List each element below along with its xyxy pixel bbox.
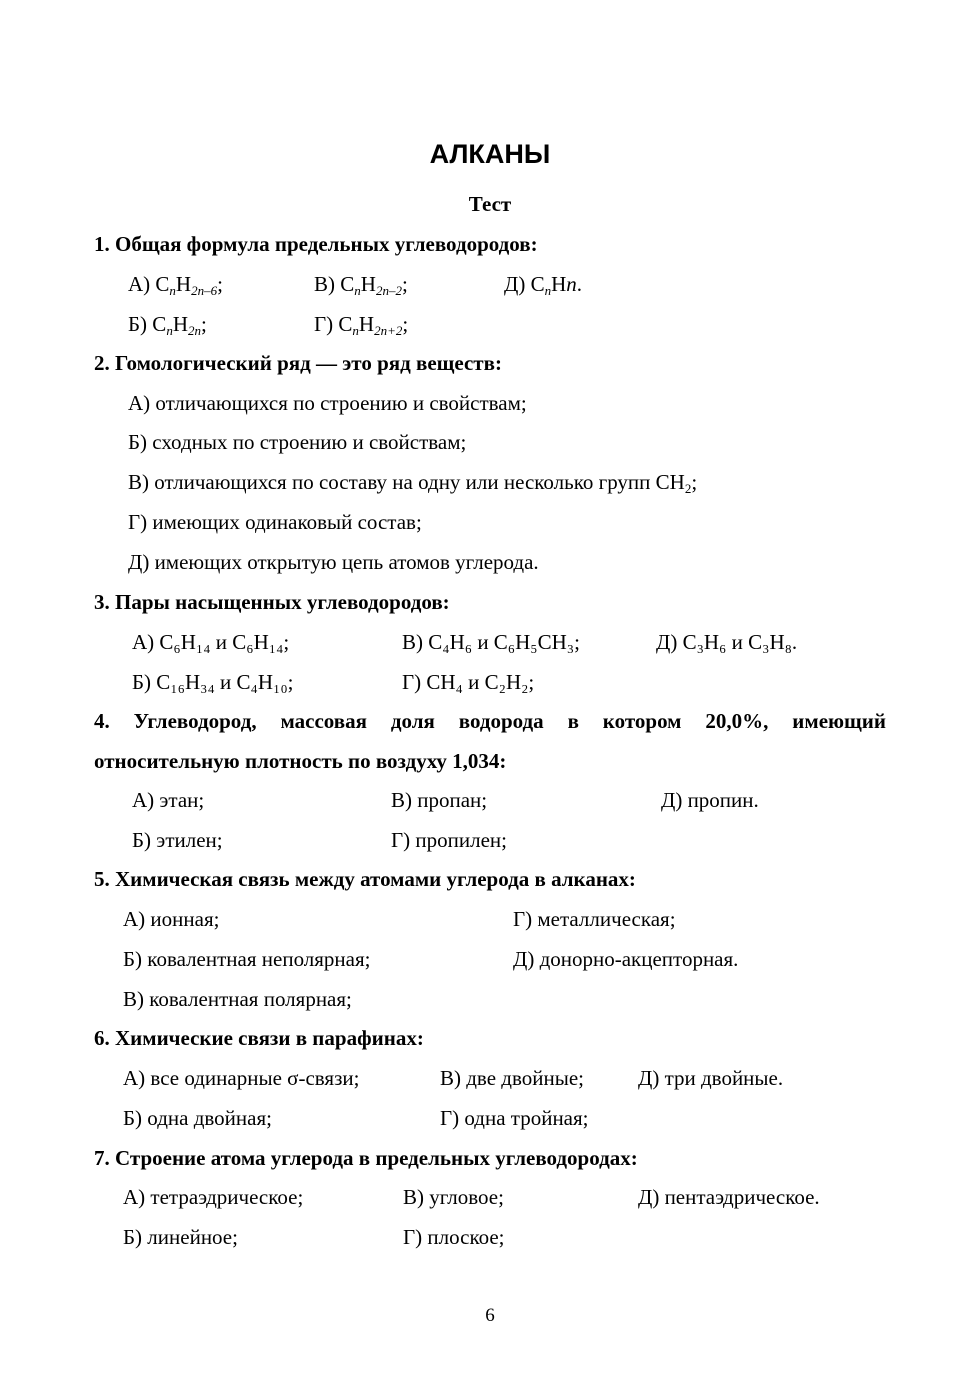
q5-option-b: Б) ковалентная неполярная; — [123, 947, 371, 971]
q4-option-a: А) этан; — [132, 788, 205, 812]
q1-option-b: Б) $C_nH_{2n}$; — [128, 312, 207, 338]
page-number: 6 — [485, 1305, 495, 1326]
q5-option-g: Г) металлическая; — [513, 907, 676, 931]
q6-option-g: Г) одна тройная; — [440, 1106, 589, 1130]
q1-option-v: В) $C_nH_{2n-2}$; — [314, 272, 408, 298]
question-7: 7. Строение атома углерода в предельных углеводородах: — [94, 1146, 638, 1170]
q2-option-a: А) отличающихся по строению и свойствам; — [128, 391, 527, 415]
q5-option-a: А) ионная; — [123, 907, 220, 931]
q6-option-v: В) две двойные; — [440, 1066, 584, 1090]
q3-option-g: Г) CH₄ и C₂H₂; — [402, 670, 535, 694]
q3-option-v: В) C₄H₆ и C₆H₅CH₃; — [402, 630, 580, 654]
q1-option-g: Г) $C_nH_{2n+2}$; — [314, 312, 409, 338]
q6-option-d: Д) три двойные. — [638, 1066, 784, 1090]
question-3: 3. Пары насыщенных углеводородов: — [94, 590, 450, 614]
q3-option-d: Д) C₃H₆ и C₃H₈. — [656, 630, 798, 654]
q7-option-a: А) тетраэдрическое; — [123, 1185, 304, 1209]
q2-option-d: Д) имеющих открытую цепь атомов углерода. — [128, 550, 539, 574]
q4-option-b: Б) этилен; — [132, 828, 223, 852]
page-title: АЛКАНЫ — [429, 139, 551, 169]
q1-option-d: Д) $C_nHn$. — [504, 272, 582, 298]
q5-option-v: В) ковалентная полярная; — [123, 987, 352, 1011]
q2-option-b: Б) сходных по строению и свойствам; — [128, 430, 467, 454]
q7-option-d: Д) пентаэдрическое. — [638, 1185, 820, 1209]
question-4: 4. Углеводород, массовая доля водорода в котором 20,0%, имеющий относительную плотность по воздуху 1,034: — [94, 709, 886, 773]
q3-option-a: А) C₆H₁₄ и C₆H₁₄; — [132, 630, 290, 654]
q6-option-a: А) все одинарные σ-связи; — [123, 1066, 360, 1090]
q3-option-b: Б) C₁₆H₃₄ и C₄H₁₀; — [132, 670, 294, 694]
page-subtitle: Тест — [468, 192, 512, 216]
q5-option-d: Д) донорно-акцепторная. — [513, 947, 739, 971]
q4-option-d: Д) пропин. — [661, 788, 759, 812]
q7-option-v: В) угловое; — [403, 1185, 504, 1209]
q7-option-b: Б) линейное; — [123, 1225, 238, 1249]
question-5: 5. Химическая связь между атомами углерода в алканах: — [94, 867, 636, 891]
q4-option-v: В) пропан; — [391, 788, 488, 812]
q1-option-a: А) $C_nH_{2n-6}$; — [128, 272, 223, 298]
question-2: 2. Гомологический ряд — это ряд веществ: — [94, 351, 502, 375]
question-1: 1. Общая формула предельных углеводородов: — [94, 232, 538, 256]
q2-option-v: В) отличающихся по составу на одну или несколько групп $CH_2$; — [128, 470, 698, 496]
q2-option-g: Г) имеющих одинаковый состав; — [128, 510, 422, 534]
q7-option-g: Г) плоское; — [403, 1225, 505, 1249]
q4-option-g: Г) пропилен; — [391, 828, 507, 852]
q6-option-b: Б) одна двойная; — [123, 1106, 272, 1130]
question-6: 6. Химические связи в парафинах: — [94, 1026, 424, 1050]
